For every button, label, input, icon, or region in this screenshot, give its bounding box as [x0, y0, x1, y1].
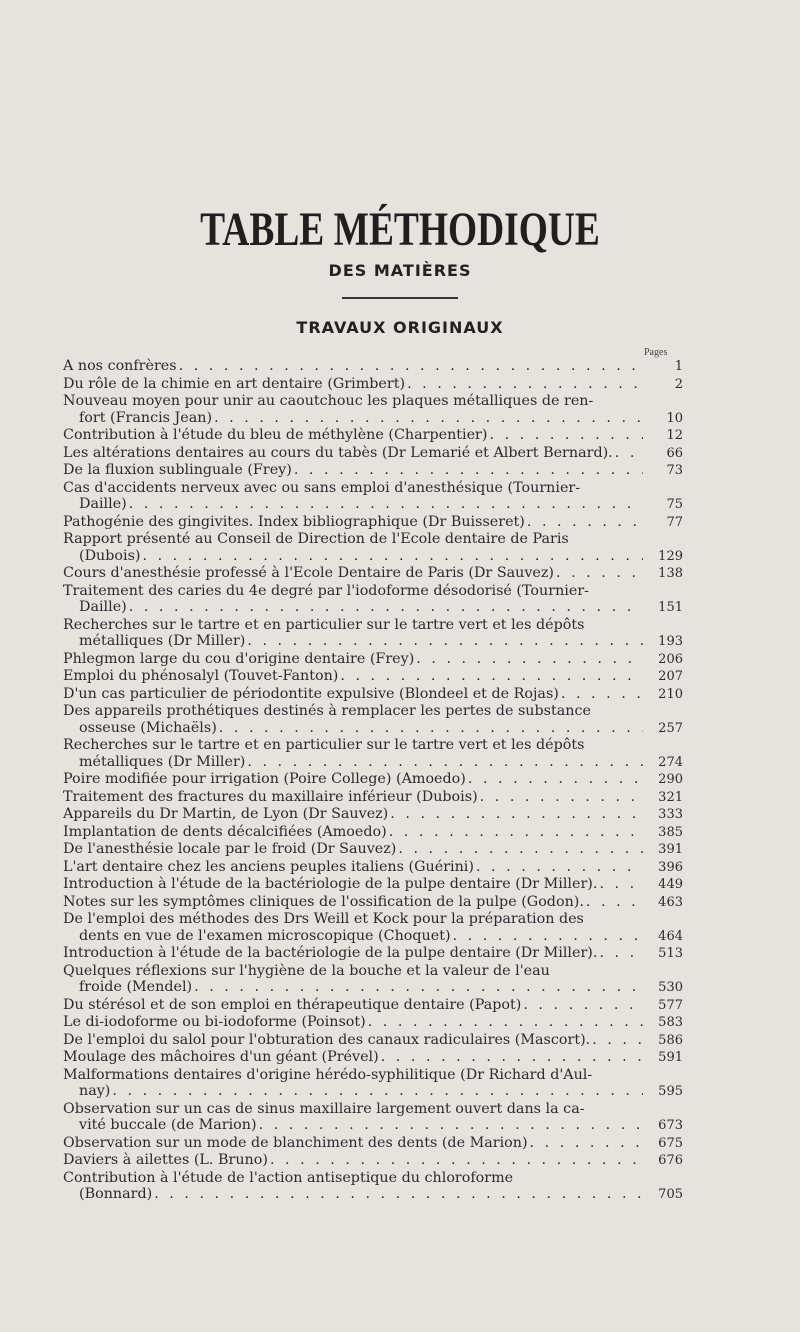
toc-entry-title: (Dubois): [79, 547, 141, 564]
toc-entry: [63, 427, 683, 445]
toc-entry-page: 675: [658, 1135, 683, 1151]
toc-entry: [63, 841, 683, 859]
toc-entry-line: [63, 789, 683, 807]
toc-entry-title: osseuse (Michaëls): [79, 719, 217, 736]
toc-entry-page: 193: [658, 634, 683, 649]
toc-entry-line: [63, 1135, 683, 1153]
toc-entry-line: [63, 928, 683, 946]
toc-entry-line: [63, 963, 683, 980]
leader-dots: [523, 997, 643, 1014]
toc-entry-line: [63, 376, 683, 394]
toc-entry: [63, 997, 683, 1015]
toc-entry: [63, 911, 683, 945]
toc-entry: [63, 514, 683, 532]
toc-entry-title: Des appareils prothétiques destinés à remplacer les pertes de substance: [63, 703, 591, 719]
toc-entry-title: Emploi du phénosalyl (Touvet-Fanton): [63, 668, 339, 684]
toc-entry-title: Malformations dentaires d'origine hérédo-syphilitique (Dr Richard d'Aul-: [63, 1066, 593, 1083]
leader-dots: [530, 1135, 643, 1152]
toc-entry-title: L'art dentaire chez les anciens peuples italiens (Guérini): [63, 858, 474, 875]
toc-entry-page: 595: [658, 1084, 683, 1099]
toc-entry: [63, 789, 683, 807]
toc-entry: [63, 393, 683, 427]
toc-entry-title: Recherches sur le tartre et en particulier sur le tartre vert et les dépôts: [63, 616, 585, 633]
toc-entry-title: Notes sur les symptômes cliniques de l'ossification de la pulpe (Godon).: [63, 893, 584, 910]
toc-entry-page: 591: [658, 1050, 683, 1065]
toc-entry-title: Quelques réflexions sur l'hygiène de la bouche et la valeur de l'eau: [63, 962, 550, 979]
toc-entry-line: [63, 427, 683, 445]
toc-entry-page: 75: [666, 497, 683, 512]
toc-entry-page: 449: [658, 877, 683, 892]
toc-entry-line: [63, 979, 683, 997]
toc-entry-line: [63, 496, 683, 514]
toc-entry-line: [63, 754, 683, 772]
leader-dots: [270, 1152, 643, 1169]
toc-entry: [63, 771, 683, 789]
toc-entry-title: métalliques (Dr Miller): [79, 753, 246, 770]
toc-entry-title: dents en vue de l'examen microscopique (Choquet): [79, 927, 451, 944]
toc-entry-line: [63, 703, 683, 720]
toc-entry-title: Cas d'accidents nerveux avec ou sans emploi d'anesthésique (Tournier-: [63, 479, 581, 496]
toc-entry: [63, 480, 683, 514]
leader-dots: [154, 1186, 643, 1203]
toc-entry-line: [63, 945, 683, 963]
toc-entry-line: [63, 1186, 683, 1204]
leader-dots: [556, 565, 643, 582]
toc-entry-line: [63, 410, 683, 428]
toc-entry-line: [63, 599, 683, 617]
toc-entry-line: [63, 445, 683, 463]
leader-dots: [586, 894, 643, 911]
leader-dots: [179, 358, 643, 375]
toc-entry-line: [63, 480, 683, 497]
toc-entry: [63, 737, 683, 771]
leader-dots: [615, 445, 643, 462]
leader-dots: [389, 824, 643, 841]
leader-dots: [398, 841, 643, 858]
toc-entry-line: [63, 583, 683, 600]
toc-entry-title: Traitement des caries du 4e degré par l'iodoforme désodorisé (Tournier-: [63, 582, 589, 599]
toc-entry-line: [63, 771, 683, 789]
toc-entry-line: [63, 651, 683, 669]
toc-entry-line: [63, 841, 683, 859]
toc-entry-line: [63, 997, 683, 1015]
toc-entry: [63, 686, 683, 704]
leader-dots: [527, 514, 643, 531]
toc-entry-page: 676: [658, 1153, 683, 1168]
toc-entry-page: 73: [666, 463, 683, 478]
toc-entry-title: Daille): [79, 599, 127, 615]
toc-entry: [63, 963, 683, 997]
toc-entry-line: [63, 514, 683, 532]
toc-entry: [63, 1014, 683, 1032]
toc-entry-title: Les altérations dentaires au cours du tabès (Dr Lemarié et Albert Bernard).: [63, 444, 613, 461]
leader-dots: [247, 633, 643, 650]
toc-entry-title: fort (Francis Jean): [79, 409, 213, 426]
leader-dots: [129, 599, 643, 616]
leader-dots: [407, 376, 643, 393]
toc-entry-line: [63, 1049, 683, 1067]
toc-entry: [63, 894, 683, 912]
toc-entry-line: [63, 617, 683, 634]
toc-entry-page: 129: [658, 548, 683, 564]
toc-entry-title: Pathogénie des gingivites. Index bibliographique (Dr Buisseret): [63, 513, 525, 530]
toc-entry-title: Observation sur un cas de sinus maxillaire largement ouvert dans la ca-: [63, 1100, 585, 1117]
toc-entry-line: [63, 1117, 683, 1135]
leader-dots: [468, 771, 643, 788]
leader-dots: [561, 686, 643, 703]
toc-entry-title: vité buccale (de Marion): [79, 1117, 257, 1133]
toc-entry-title: (Bonnard): [79, 1186, 153, 1202]
toc-entry-title: A nos confrères: [63, 358, 177, 374]
toc-entry-line: [63, 633, 683, 651]
leader-dots: [143, 548, 644, 565]
toc-entry-line: [63, 1083, 683, 1101]
toc-entry-page: 274: [658, 754, 683, 770]
toc-entry-line: [63, 876, 683, 894]
leader-dots: [480, 789, 643, 806]
toc-entry: [63, 617, 683, 651]
toc-entry-title: Daille): [79, 496, 127, 512]
toc-entry-page: 396: [658, 859, 683, 875]
toc-entry-title: Moulage des mâchoires d'un géant (Prével): [63, 1049, 379, 1065]
toc-entry-title: Phlegmon large du cou d'origine dentaire (Frey): [63, 650, 415, 667]
leader-dots: [368, 1014, 643, 1031]
toc-entry-line: [63, 548, 683, 566]
toc-entry-page: 290: [658, 772, 683, 787]
toc-entry-title: nay): [79, 1083, 111, 1099]
toc-entry-page: 210: [658, 686, 683, 702]
toc-entry: [63, 824, 683, 842]
toc-entry-title: Cours d'anesthésie professé à l'Ecole Dentaire de Paris (Dr Sauvez): [63, 565, 554, 581]
toc-entry: [63, 651, 683, 669]
section-heading: TRAVAUX ORIGINAUX: [296, 318, 504, 337]
toc-entry: [63, 876, 683, 894]
toc-entry-title: D'un cas particulier de périodontite expulsive (Blondeel et de Rojas): [63, 685, 559, 702]
leader-dots: [214, 410, 643, 427]
page-subtitle: DES MATIÈRES: [328, 261, 472, 280]
toc-entry-line: [63, 894, 683, 912]
leader-dots: [489, 427, 643, 444]
toc-entry-line: [63, 358, 683, 376]
table-of-contents: [63, 358, 683, 1204]
toc-entry-page: 333: [658, 807, 683, 822]
toc-entry-title: métalliques (Dr Miller): [79, 633, 246, 649]
toc-entry-title: Daviers à ailettes (L. Bruno): [63, 1152, 268, 1168]
toc-entry-title: Introduction à l'étude de la bactériologie de la pulpe dentaire (Dr Miller).: [63, 876, 598, 892]
toc-entry-page: 12: [666, 428, 683, 443]
leader-dots: [381, 1049, 643, 1066]
leader-dots: [599, 876, 643, 893]
toc-entry-line: [63, 1014, 683, 1032]
leader-dots: [294, 462, 643, 479]
toc-entry: [63, 1135, 683, 1153]
toc-entry-title: Contribution à l'étude du bleu de méthylène (Charpentier): [63, 427, 488, 443]
toc-entry-title: Poire modifiée pour irrigation (Poire College) (Amoedo): [63, 771, 466, 787]
toc-entry-page: 1: [674, 359, 683, 374]
toc-entry-title: Implantation de dents décalcifiées (Amoedo): [63, 823, 387, 840]
toc-entry-line: [63, 1170, 683, 1187]
toc-entry-page: 673: [658, 1118, 683, 1133]
toc-entry: [63, 531, 683, 565]
toc-entry: [63, 703, 683, 737]
toc-entry: [63, 859, 683, 877]
toc-entry-line: [63, 565, 683, 583]
toc-entry: [63, 376, 683, 394]
toc-entry-page: 391: [658, 842, 683, 857]
toc-entry: [63, 445, 683, 463]
toc-entry: [63, 565, 683, 583]
toc-entry: [63, 1067, 683, 1101]
toc-entry: [63, 583, 683, 617]
toc-entry-page: 513: [658, 946, 683, 961]
toc-entry-title: Observation sur un mode de blanchiment des dents (de Marion): [63, 1134, 528, 1151]
page-title: TABLE MÉTHODIQUE: [200, 203, 600, 256]
leader-dots: [259, 1117, 643, 1134]
toc-entry-line: [63, 824, 683, 842]
toc-entry-line: [63, 1067, 683, 1084]
toc-entry-page: 66: [666, 445, 683, 461]
toc-entry-page: 2: [674, 376, 683, 392]
toc-entry-page: 257: [658, 720, 683, 736]
toc-entry-line: [63, 393, 683, 410]
toc-entry-title: Appareils du Dr Martin, de Lyon (Dr Sauvez): [63, 806, 389, 822]
toc-entry-page: 138: [658, 566, 683, 581]
toc-entry-page: 151: [658, 600, 683, 615]
toc-entry-title: De l'emploi des méthodes des Drs Weill et Kock pour la préparation des: [63, 911, 584, 927]
toc-entry-page: 10: [666, 410, 683, 426]
toc-entry: [63, 1101, 683, 1135]
toc-entry: [63, 1049, 683, 1067]
toc-entry-page: 321: [658, 789, 683, 805]
toc-entry-title: Le di-iodoforme ou bi-iodoforme (Poinsot): [63, 1014, 366, 1030]
toc-entry-title: Nouveau moyen pour unir au caoutchouc les plaques métalliques de ren-: [63, 393, 594, 409]
toc-entry-page: 207: [658, 669, 683, 684]
toc-entry-page: 705: [658, 1187, 683, 1202]
leader-dots: [219, 720, 643, 737]
toc-entry-line: [63, 1101, 683, 1118]
toc-entry: [63, 1152, 683, 1170]
toc-entry-title: Recherches sur le tartre et en particulier sur le tartre vert et les dépôts: [63, 737, 585, 753]
toc-entry: [63, 462, 683, 480]
toc-entry-page: 385: [658, 824, 683, 840]
toc-entry: [63, 806, 683, 824]
leader-dots: [129, 496, 643, 513]
toc-entry-page: 463: [658, 894, 683, 910]
toc-entry: [63, 945, 683, 963]
toc-entry-line: [63, 806, 683, 824]
leader-dots: [112, 1083, 643, 1100]
leader-dots: [592, 1032, 643, 1049]
toc-entry-title: Rapport présenté au Conseil de Direction de l'Ecole dentaire de Paris: [63, 531, 569, 547]
toc-entry-line: [63, 668, 683, 686]
toc-entry-line: [63, 1032, 683, 1050]
toc-entry-title: De l'anesthésie locale par le froid (Dr Sauvez): [63, 841, 397, 857]
toc-entry-line: [63, 686, 683, 704]
leader-dots: [416, 651, 643, 668]
leader-dots: [340, 668, 643, 685]
pages-column-header: Pages: [644, 347, 668, 358]
toc-entry-line: [63, 859, 683, 877]
toc-entry-line: [63, 531, 683, 548]
toc-entry-page: 464: [658, 928, 683, 944]
toc-entry-title: Traitement des fractures du maxillaire inférieur (Dubois): [63, 788, 478, 805]
toc-entry-title: De l'emploi du salol pour l'obturation des canaux radiculaires (Mascort).: [63, 1031, 591, 1048]
toc-entry-line: [63, 462, 683, 480]
leader-dots: [476, 859, 643, 876]
toc-entry-page: 586: [658, 1032, 683, 1048]
toc-entry: [63, 1170, 683, 1204]
toc-entry: [63, 668, 683, 686]
leader-dots: [453, 928, 643, 945]
leader-dots: [247, 754, 643, 771]
toc-entry-line: [63, 737, 683, 754]
toc-entry-title: Du stérésol et de son emploi en thérapeutique dentaire (Papot): [63, 996, 522, 1013]
toc-entry-title: Introduction à l'étude de la bactériologie de la pulpe dentaire (Dr Miller).: [63, 945, 598, 961]
title-divider: [342, 297, 458, 299]
leader-dots: [599, 945, 643, 962]
leader-dots: [194, 979, 643, 996]
toc-entry-title: Contribution à l'étude de l'action antiseptique du chloroforme: [63, 1169, 514, 1186]
toc-entry-page: 530: [658, 980, 683, 995]
toc-entry: [63, 1032, 683, 1050]
toc-entry-page: 77: [666, 514, 683, 530]
toc-entry-title: Du rôle de la chimie en art dentaire (Grimbert): [63, 375, 406, 392]
toc-entry-title: froide (Mendel): [79, 979, 193, 995]
toc-entry-page: 577: [658, 997, 683, 1013]
toc-entry-page: 206: [658, 651, 683, 667]
leader-dots: [390, 806, 643, 823]
toc-entry-page: 583: [658, 1015, 683, 1030]
toc-entry: [63, 358, 683, 376]
toc-entry-line: [63, 911, 683, 928]
toc-entry-line: [63, 720, 683, 738]
toc-entry-title: De la fluxion sublinguale (Frey): [63, 462, 292, 478]
toc-entry-line: [63, 1152, 683, 1170]
